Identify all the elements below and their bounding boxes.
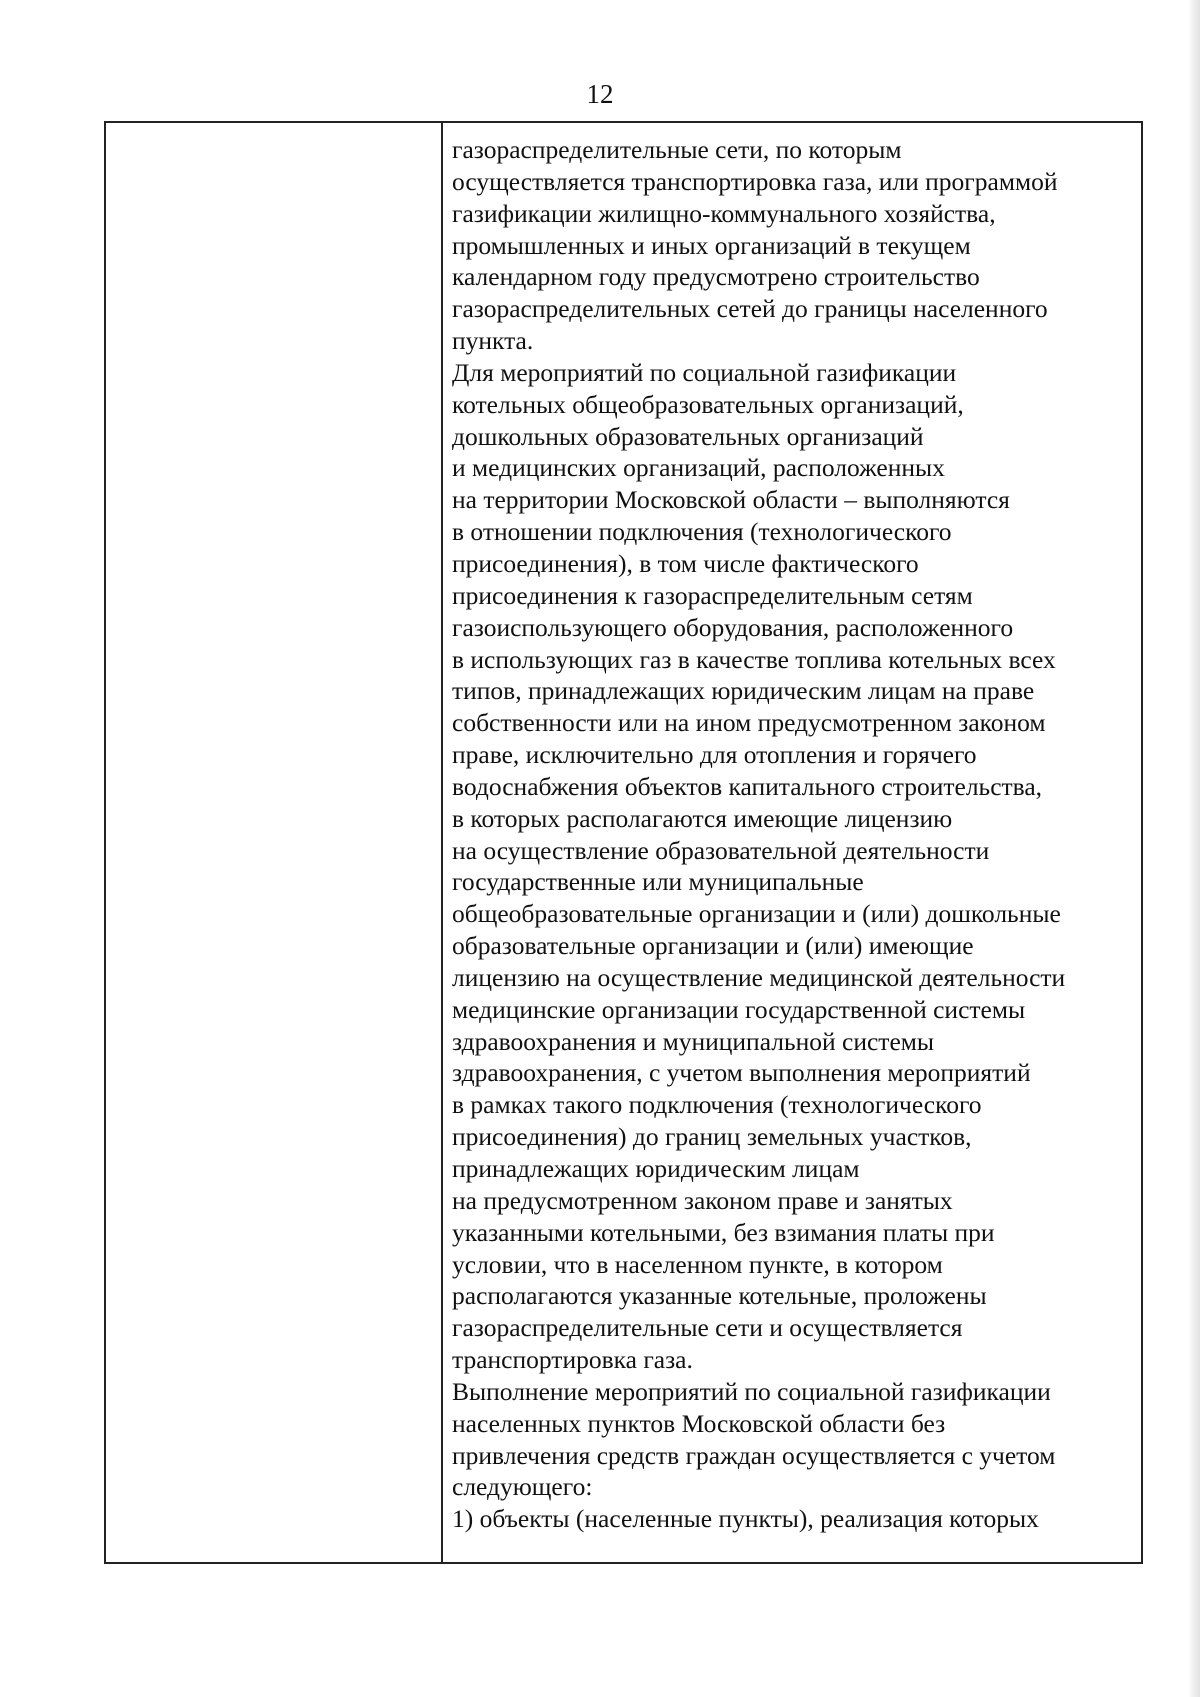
text-line: принадлежащих юридическим лицам bbox=[452, 1154, 860, 1183]
text-line: лицензию на осуществление медицинской деятельности bbox=[452, 962, 1066, 992]
text-line: календарном году предусмотрено строительство bbox=[452, 262, 980, 292]
text-line: 1) объекты (населенные пункты), реализация которых bbox=[452, 1504, 1039, 1534]
text-line: присоединения к газораспределительным сетям bbox=[452, 580, 973, 610]
text-line: следующего: bbox=[452, 1472, 593, 1502]
text-line: собственности или на ином предусмотренном законом bbox=[452, 708, 1046, 738]
text-line: образовательные организации и (или) имеющие bbox=[452, 931, 974, 961]
text-line: газораспределительных сетей до границы населенного bbox=[452, 294, 1048, 324]
page-number: 12 bbox=[586, 79, 614, 109]
text-line: населенных пунктов Московской области без bbox=[452, 1408, 946, 1438]
text-line: в отношении подключения (технологического bbox=[452, 517, 952, 547]
table-cell-right bbox=[443, 123, 1141, 1562]
text-line: в использующих газ в качестве топлива котельных всех bbox=[452, 644, 1056, 674]
text-line: газораспределительные сети и осуществляется bbox=[452, 1313, 963, 1343]
text-line: в рамках такого подключения (технологического bbox=[452, 1090, 982, 1120]
text-line: и медицинских организаций, расположенных bbox=[452, 453, 945, 483]
text-line: здравоохранения и муниципальной системы bbox=[452, 1026, 935, 1056]
text-line: водоснабжения объектов капитального строительства, bbox=[452, 771, 1043, 801]
text-line: указанными котельными, без взимания платы при bbox=[452, 1217, 995, 1247]
text-line: Для мероприятий по социальной газификации bbox=[452, 357, 957, 387]
text-line: государственные или муниципальные bbox=[452, 867, 864, 897]
text-line: условии, что в населенном пункте, в котором bbox=[452, 1249, 943, 1279]
document-table bbox=[104, 121, 1143, 1564]
scan-edge-shadow bbox=[1188, 0, 1200, 1697]
text-line: располагаются указанные котельные, проложены bbox=[452, 1281, 987, 1311]
text-line: здравоохранения, с учетом выполнения мероприятий bbox=[452, 1058, 1031, 1088]
text-line: транспортировка газа. bbox=[452, 1345, 693, 1375]
text-line: котельных общеобразовательных организаций, bbox=[452, 389, 964, 419]
text-line: на предусмотренном законом праве и занятых bbox=[452, 1185, 953, 1215]
text-line: присоединения), в том числе фактического bbox=[452, 548, 919, 578]
text-line: в которых располагаются имеющие лицензию bbox=[452, 803, 953, 833]
text-line: осуществляется транспортировка газа, или программой bbox=[452, 166, 1058, 196]
text-line: газораспределительные сети, по которым bbox=[452, 135, 902, 164]
text-line: медицинские организации государственной системы bbox=[452, 994, 1026, 1024]
text-line: промышленных и иных организаций в текущем bbox=[452, 230, 971, 260]
text-line: общеобразовательные организации и (или) дошкольные bbox=[452, 899, 1061, 929]
text-line: газификации жилищно-коммунального хозяйства, bbox=[452, 198, 996, 228]
text-line: газоиспользующего оборудования, расположенного bbox=[452, 612, 1014, 642]
text-line: праве, исключительно для отопления и горячего bbox=[452, 740, 977, 770]
text-line: на территории Московской области – выполняются bbox=[452, 485, 1010, 515]
text-line: Выполнение мероприятий по социальной газификации bbox=[452, 1376, 1051, 1406]
text-line: на осуществление образовательной деятельности bbox=[452, 835, 990, 865]
text-line: дошкольных образовательных организаций bbox=[452, 421, 924, 451]
text-line: присоединения) до границ земельных участков, bbox=[452, 1122, 972, 1152]
text-line: типов, принадлежащих юридическим лицам на праве bbox=[452, 676, 1035, 706]
text-line: привлечения средств граждан осуществляется с учетом bbox=[452, 1440, 1056, 1470]
text-line: пункта. bbox=[452, 326, 534, 356]
table-cell-left bbox=[106, 123, 443, 1562]
